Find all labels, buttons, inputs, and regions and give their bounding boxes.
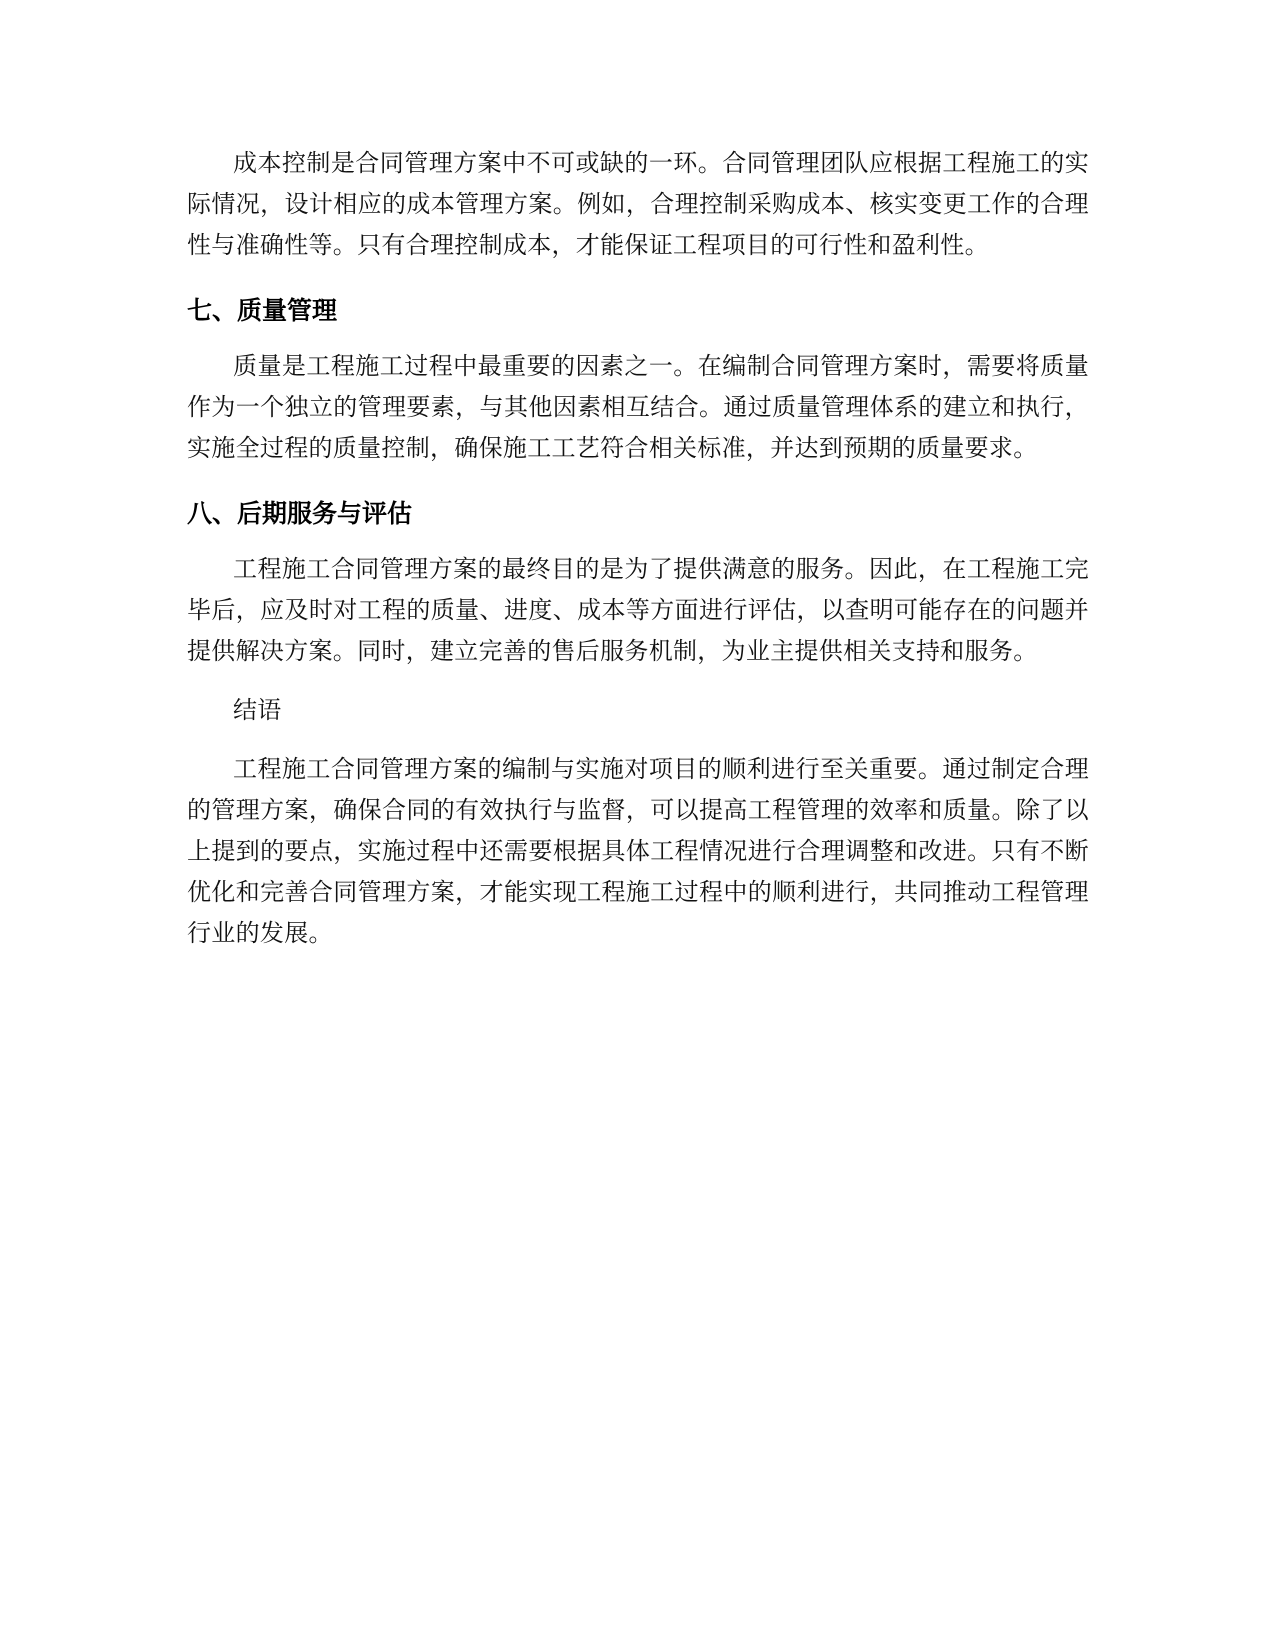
paragraph-after-service-evaluation: 工程施工合同管理方案的最终目的是为了提供满意的服务。因此，在工程施工完毕后，应及时对工程的质量、进度、成本等方面进行评估，以查明可能存在的问题并提供解决方案。同时，建立完善的售后服务机制，为业主提供相关支持和服务。 (187, 555, 1089, 665)
paragraph-conclusion: 工程施工合同管理方案的编制与实施对项目的顺利进行至关重要。通过制定合理的管理方案，确保合同的有效执行与监督，可以提高工程管理的效率和质量。除了以上提到的要点，实施过程中还需要根据具体工程情况进行合理调整和改进。只有不断优化和完善合同管理方案，才能实现工程施工过程中的顺利进行，共同推动工程管理行业的发展。 (187, 755, 1089, 947)
conclusion-label: 结语 (233, 696, 282, 724)
document-body (187, 143, 1089, 954)
spacer (187, 672, 1089, 690)
spacer (187, 266, 1089, 294)
spacer (187, 531, 1089, 549)
spacer (187, 731, 1089, 749)
heading-after-service-evaluation: 八、后期服务与评估 (187, 499, 413, 528)
paragraph-cost-control: 成本控制是合同管理方案中不可或缺的一环。合同管理团队应根据工程施工的实际情况，设计相应的成本管理方案。例如，合理控制采购成本、核实变更工作的合理性与准确性等。只有合理控制成本，才能保证工程项目的可行性和盈利性。 (187, 149, 1089, 259)
paragraph-quality-management: 质量是工程施工过程中最重要的因素之一。在编制合同管理方案时，需要将质量作为一个独立的管理要素，与其他因素相互结合。通过质量管理体系的建立和执行，实施全过程的质量控制，确保施工工艺符合相关标准，并达到预期的质量要求。 (187, 352, 1089, 462)
spacer (187, 328, 1089, 346)
spacer (187, 469, 1089, 497)
heading-quality-management: 七、质量管理 (187, 296, 338, 325)
